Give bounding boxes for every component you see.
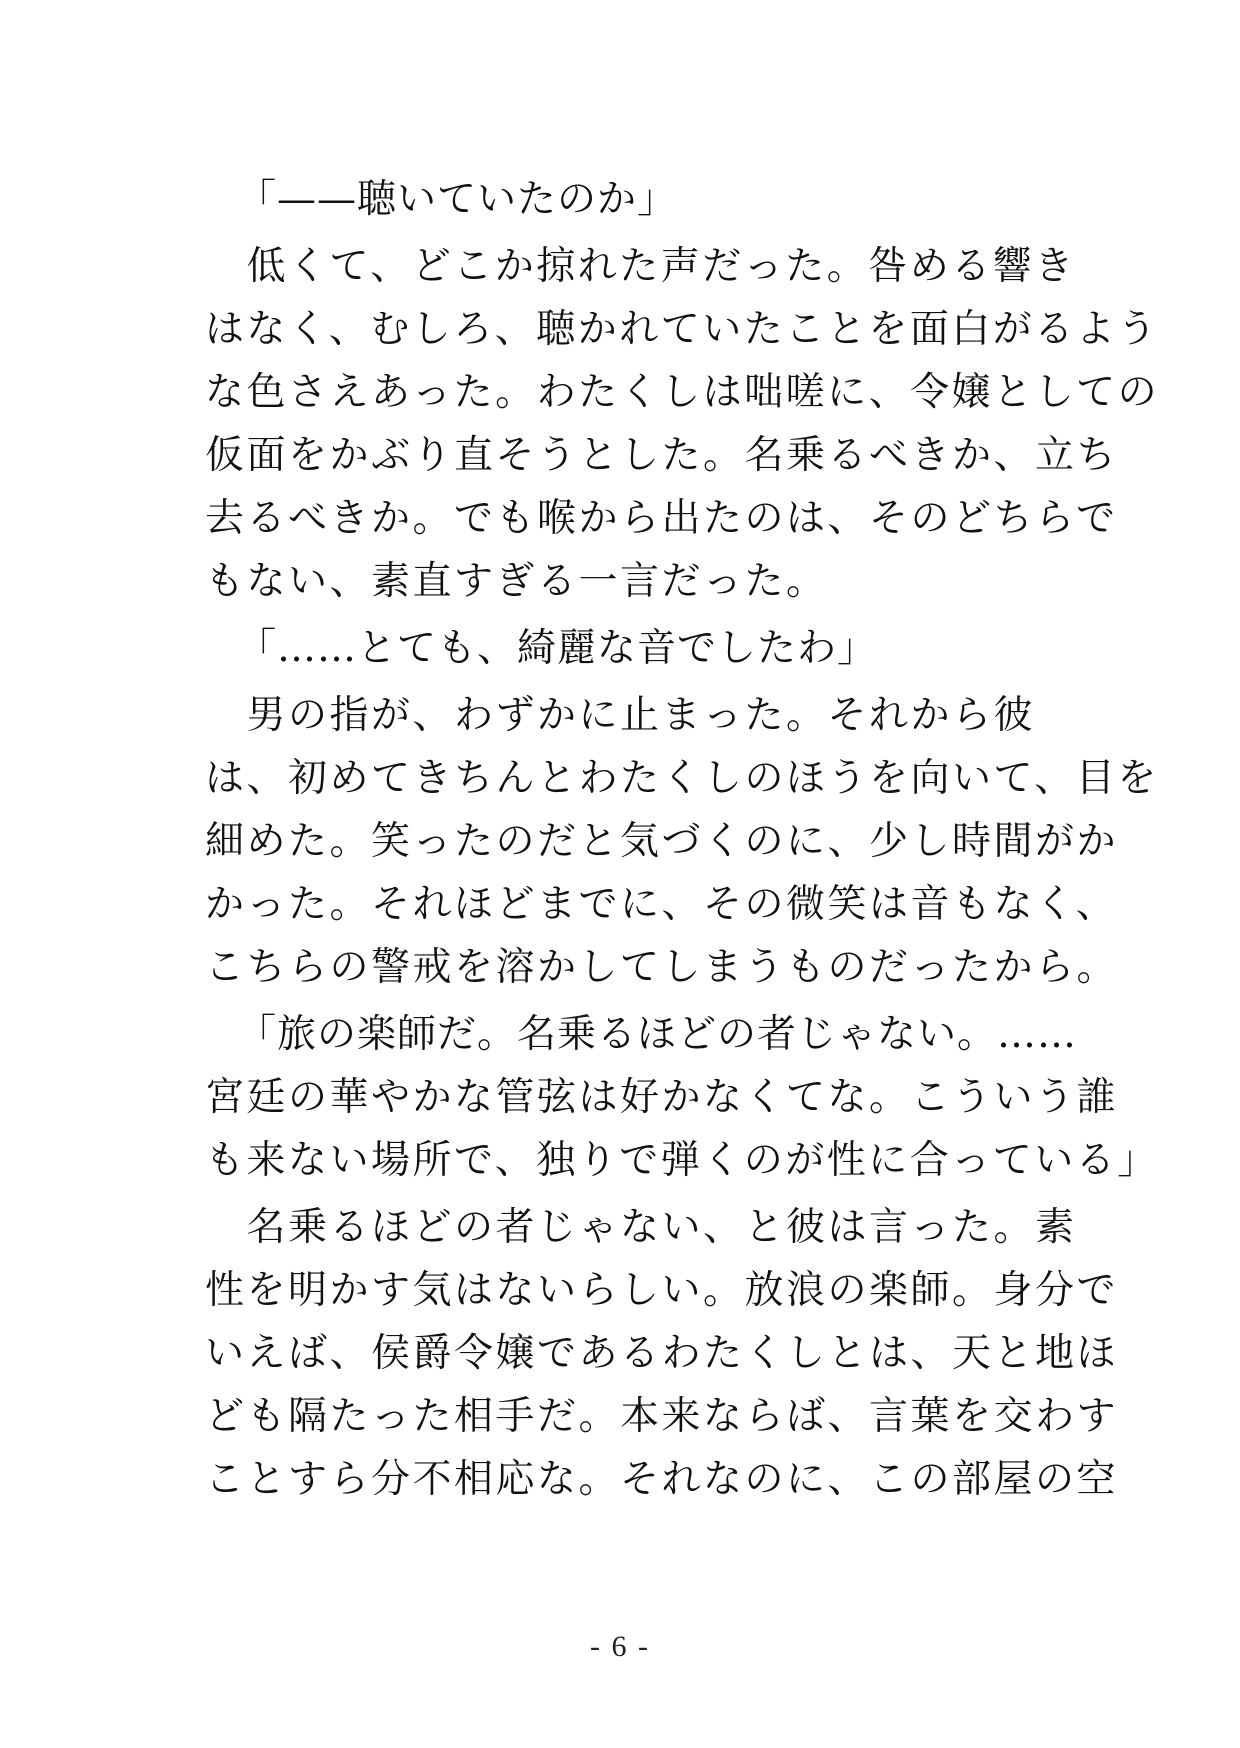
text-line: 去るべきか。でも喉から出たのは、そのどちらで <box>205 496 1118 541</box>
text-line: 性を明かす気はないらしい。放浪の楽師。身分で <box>205 1268 1119 1313</box>
page-number: - 6 - <box>590 1630 650 1663</box>
text-line: な色さえあった。わたくしは咄嗟に、令嬢としての <box>205 370 1160 415</box>
text-line: ことすら分不相応な。それなのに、この部屋の空 <box>205 1457 1119 1502</box>
text-line: も来ない場所で、独りで弾くのが性に合っている」 <box>205 1138 1159 1183</box>
text-line: 仮面をかぶり直そうとした。名乗るべきか、立ち <box>205 433 1119 478</box>
text-line: 名乗るほどの者じゃない、と彼は言った。素 <box>205 1205 1077 1250</box>
text-line: 「旅の楽師だ。名乗るほどの者じゃない。…… <box>237 1012 1078 1057</box>
text-line: 「——聴いていたのか」 <box>237 177 678 222</box>
text-line: 宮廷の華やかな管弦は好かなくてな。こういう誰 <box>205 1075 1119 1120</box>
text-line: いえば、侯爵令嬢であるわたくしとは、天と地ほ <box>205 1331 1119 1376</box>
text-line: はなく、むしろ、聴かれていたことを面白がるよう <box>205 307 1159 352</box>
body-text <box>205 168 1160 1511</box>
text-line: 細めた。笑ったのだと気づくのに、少し時間がか <box>205 819 1119 864</box>
text-line: ども隔たった相手だ。本来ならば、言葉を交わす <box>205 1394 1119 1439</box>
text-line: は、初めてきちんとわたくしのほうを向いて、目を <box>205 756 1159 801</box>
text-line: かった。それほどまでに、その微笑は音もなく、 <box>205 882 1118 927</box>
text-line: 男の指が、わずかに止まった。それから彼 <box>205 693 1036 738</box>
text-line: 低くて、どこか掠れた声だった。咎める響き <box>205 244 1076 289</box>
text-line: もない、素直すぎる一言だった。 <box>205 559 828 604</box>
text-line: こちらの警戒を溶かしてしまうものだったから。 <box>205 945 1119 990</box>
text-line: 「……とても、綺麗な音でしたわ」 <box>237 626 878 671</box>
